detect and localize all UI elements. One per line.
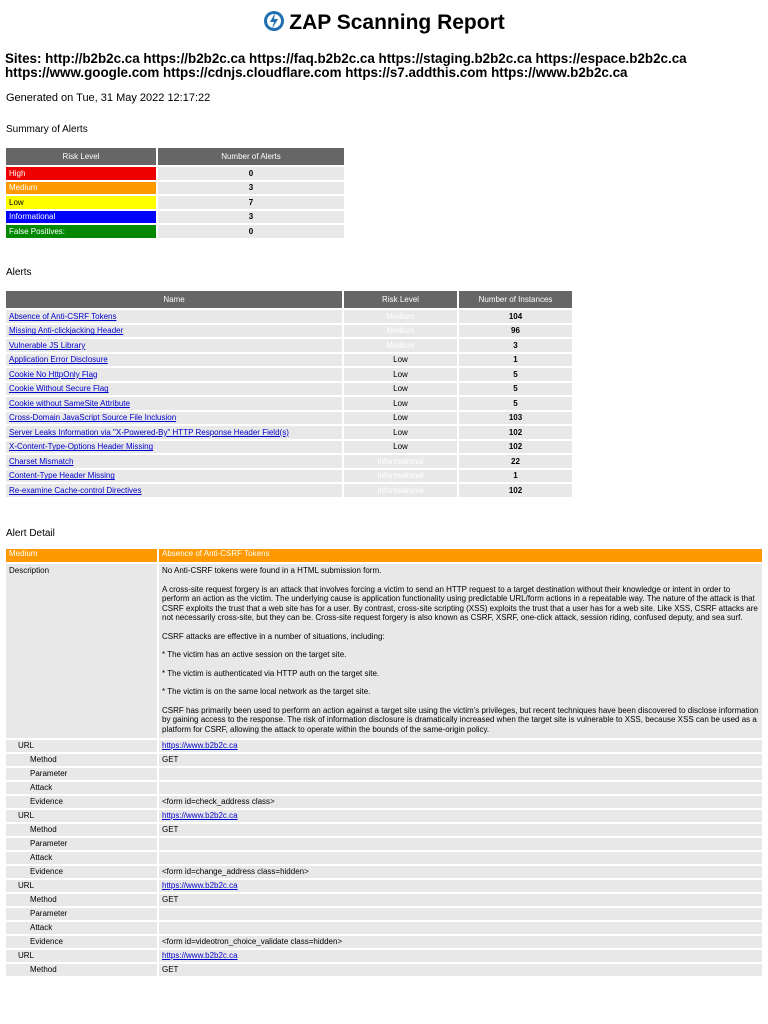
alert-count: 7 (158, 196, 344, 209)
instance-url-link[interactable]: https://www.b2b2c.ca (162, 951, 238, 960)
table-row (6, 397, 572, 410)
evidence-label: Evidence (6, 936, 157, 948)
parameter-value (159, 838, 762, 850)
url-label: URL (6, 740, 157, 752)
attack-value (159, 852, 762, 864)
alerts-table (4, 289, 574, 499)
table-row (6, 354, 572, 367)
summary-col-count: Number of Alerts (158, 148, 344, 165)
generated-timestamp: Generated on Tue, 31 May 2022 12:17:22 (6, 92, 211, 104)
risk-badge: Medium (344, 310, 457, 323)
description-paragraph: * The victim has an active session on the target site. (162, 650, 347, 659)
description-paragraph: No Anti-CSRF tokens were found in a HTML submission form. (162, 566, 382, 575)
parameter-label: Parameter (6, 768, 157, 780)
alert-link[interactable]: Vulnerable JS Library (9, 340, 86, 350)
risk-badge: Medium (344, 339, 457, 352)
risk-badge: Low (344, 441, 457, 454)
attack-label: Attack (6, 922, 157, 934)
parameter-value (159, 908, 762, 920)
evidence-value: <form id=videotron_choice_validate class=hidden> (159, 936, 762, 948)
method-label: Method (6, 754, 157, 766)
risk-badge: Low (344, 426, 457, 439)
summary-row (6, 182, 344, 195)
parameter-value (159, 768, 762, 780)
risk-badge: Informational (344, 484, 457, 497)
alert-count: 0 (158, 225, 344, 238)
alert-link[interactable]: Cross-Domain JavaScript Source File Inclusion (9, 413, 177, 423)
detail-risk: Medium (6, 549, 157, 562)
risk-label: Informational (6, 211, 156, 224)
parameter-label: Parameter (6, 908, 157, 920)
instance-count: 5 (459, 383, 572, 396)
risk-badge: Low (344, 383, 457, 396)
report-title-text: ZAP Scanning Report (289, 11, 505, 34)
instance-count: 3 (459, 339, 572, 352)
table-row (6, 383, 572, 396)
risk-badge: Low (344, 397, 457, 410)
attack-value (159, 782, 762, 794)
risk-label: Medium (6, 182, 156, 195)
table-row (6, 470, 572, 483)
url-label: URL (6, 810, 157, 822)
alerts-col-instances: Number of Instances (459, 291, 572, 308)
table-row (6, 455, 572, 468)
alert-link[interactable]: Server Leaks Information via "X-Powered-By" HTTP Response Header Field(s) (9, 427, 289, 437)
evidence-label: Evidence (6, 796, 157, 808)
description-paragraph: * The victim is on the same local network as the target site. (162, 687, 371, 696)
description-paragraph: * The victim is authenticated via HTTP auth on the target site. (162, 668, 380, 678)
attack-value (159, 922, 762, 934)
sites-list: Sites: http://b2b2c.ca https://b2b2c.ca https://faq.b2b2c.ca https://staging.b2b2c.ca https://espace.b2b2c.ca https://www.google.com https://cdnjs.cloudflare.com https://s7.addthis.com https://www.b2b2c.ca (5, 51, 687, 80)
url-label: URL (6, 950, 157, 962)
evidence-value: <form id=check_address class> (159, 796, 762, 808)
alert-count: 3 (158, 211, 344, 224)
risk-label: High (6, 167, 156, 180)
description-paragraph: CSRF attacks are effective in a number of situations, including: (162, 631, 385, 641)
parameter-label: Parameter (6, 838, 157, 850)
risk-badge: Low (344, 368, 457, 381)
alerts-heading: Alerts (6, 267, 32, 278)
table-row (6, 368, 572, 381)
alerts-col-risk: Risk Level (344, 291, 457, 308)
instance-count: 22 (459, 455, 572, 468)
method-value: GET (159, 824, 762, 836)
summary-row (6, 225, 344, 238)
alert-link[interactable]: Re-examine Cache-control Directives (9, 485, 142, 495)
table-row (6, 441, 572, 454)
description-label: Description (6, 564, 157, 738)
evidence-label: Evidence (6, 866, 157, 878)
instance-url-link[interactable]: https://www.b2b2c.ca (162, 811, 238, 820)
instance-count: 96 (459, 325, 572, 338)
detail-title: Absence of Anti-CSRF Tokens (159, 549, 762, 562)
instance-url-link[interactable]: https://www.b2b2c.ca (162, 881, 238, 890)
alert-link[interactable]: Application Error Disclosure (9, 355, 108, 365)
instance-url-link[interactable]: https://www.b2b2c.ca (162, 741, 238, 750)
instance-count: 102 (459, 484, 572, 497)
alert-link[interactable]: X-Content-Type-Options Header Missing (9, 442, 154, 452)
attack-label: Attack (6, 852, 157, 864)
method-label: Method (6, 894, 157, 906)
method-label: Method (6, 824, 157, 836)
summary-col-risk: Risk Level (6, 148, 156, 165)
description-paragraph: CSRF has primarily been used to perform an action against a target site using the victim's privileges, but recent techniques have been discovered to disclose information by gaining access to the response. The risk of information disclosure is dramatically increased when the target site is vulnerable to XSS, because XSS can be used as a platform for CSRF, allowing the attack to operate within the bounds of the same-origin policy. (162, 705, 759, 734)
instance-count: 1 (459, 470, 572, 483)
risk-label: Low (6, 196, 156, 209)
instance-count: 102 (459, 426, 572, 439)
alert-count: 0 (158, 167, 344, 180)
risk-badge: Informational (344, 455, 457, 468)
alerts-col-name: Name (6, 291, 342, 308)
summary-heading: Summary of Alerts (6, 124, 88, 135)
description-paragraph: A cross-site request forgery is an attack that involves forcing a victim to send an HTTP request to a target destination without their knowledge or intent in order to perform an action as the victim. The underlying cause is application functionality using predictable URL/form actions in a repeatable way. The nature of the attack is that CSRF exploits the trust that a web site has for a user. By contrast, cross-site scripting (XSS) exploits the trust that a user has for a web site. Like XSS, CSRF attacks are not necessarily cross-site, but they can be. Cross-site request forgery is also known as CSRF, XSRF, one-click attack, session riding, confused deputy, and sea surf. (162, 584, 758, 622)
method-label: Method (6, 964, 157, 976)
alert-link[interactable]: Missing Anti-clickjacking Header (9, 326, 124, 336)
summary-row (6, 196, 344, 209)
zap-logo-icon (263, 10, 285, 32)
method-value: GET (159, 964, 762, 976)
instance-count: 5 (459, 397, 572, 410)
instance-count: 103 (459, 412, 572, 425)
alert-link[interactable]: Cookie No HttpOnly Flag (9, 369, 98, 379)
table-row (6, 339, 572, 352)
summary-row (6, 211, 344, 224)
risk-badge: Medium (344, 325, 457, 338)
risk-badge: Low (344, 412, 457, 425)
summary-table (4, 146, 346, 240)
table-row (6, 310, 572, 323)
instance-count: 104 (459, 310, 572, 323)
table-row (6, 426, 572, 439)
alert-link[interactable]: Charset Mismatch (9, 456, 74, 466)
table-row (6, 325, 572, 338)
method-value: GET (159, 894, 762, 906)
alert-link[interactable]: Cookie Without Secure Flag (9, 384, 109, 394)
report-title (0, 10, 768, 35)
instance-count: 102 (459, 441, 572, 454)
summary-row (6, 167, 344, 180)
instance-count: 1 (459, 354, 572, 367)
risk-badge: Low (344, 354, 457, 367)
alert-link[interactable]: Cookie without SameSite Attribute (9, 398, 130, 408)
alert-detail-table (4, 547, 764, 978)
detail-heading: Alert Detail (6, 528, 55, 539)
url-label: URL (6, 880, 157, 892)
description-body (159, 564, 762, 738)
attack-label: Attack (6, 782, 157, 794)
alert-link[interactable]: Content-Type Header Missing (9, 471, 115, 481)
alert-count: 3 (158, 182, 344, 195)
alert-link[interactable]: Absence of Anti-CSRF Tokens (9, 311, 117, 321)
method-value: GET (159, 754, 762, 766)
table-row (6, 412, 572, 425)
risk-label: False Positives: (6, 225, 156, 238)
table-row (6, 484, 572, 497)
instance-count: 5 (459, 368, 572, 381)
evidence-value: <form id=change_address class=hidden> (159, 866, 762, 878)
risk-badge: Informational (344, 470, 457, 483)
